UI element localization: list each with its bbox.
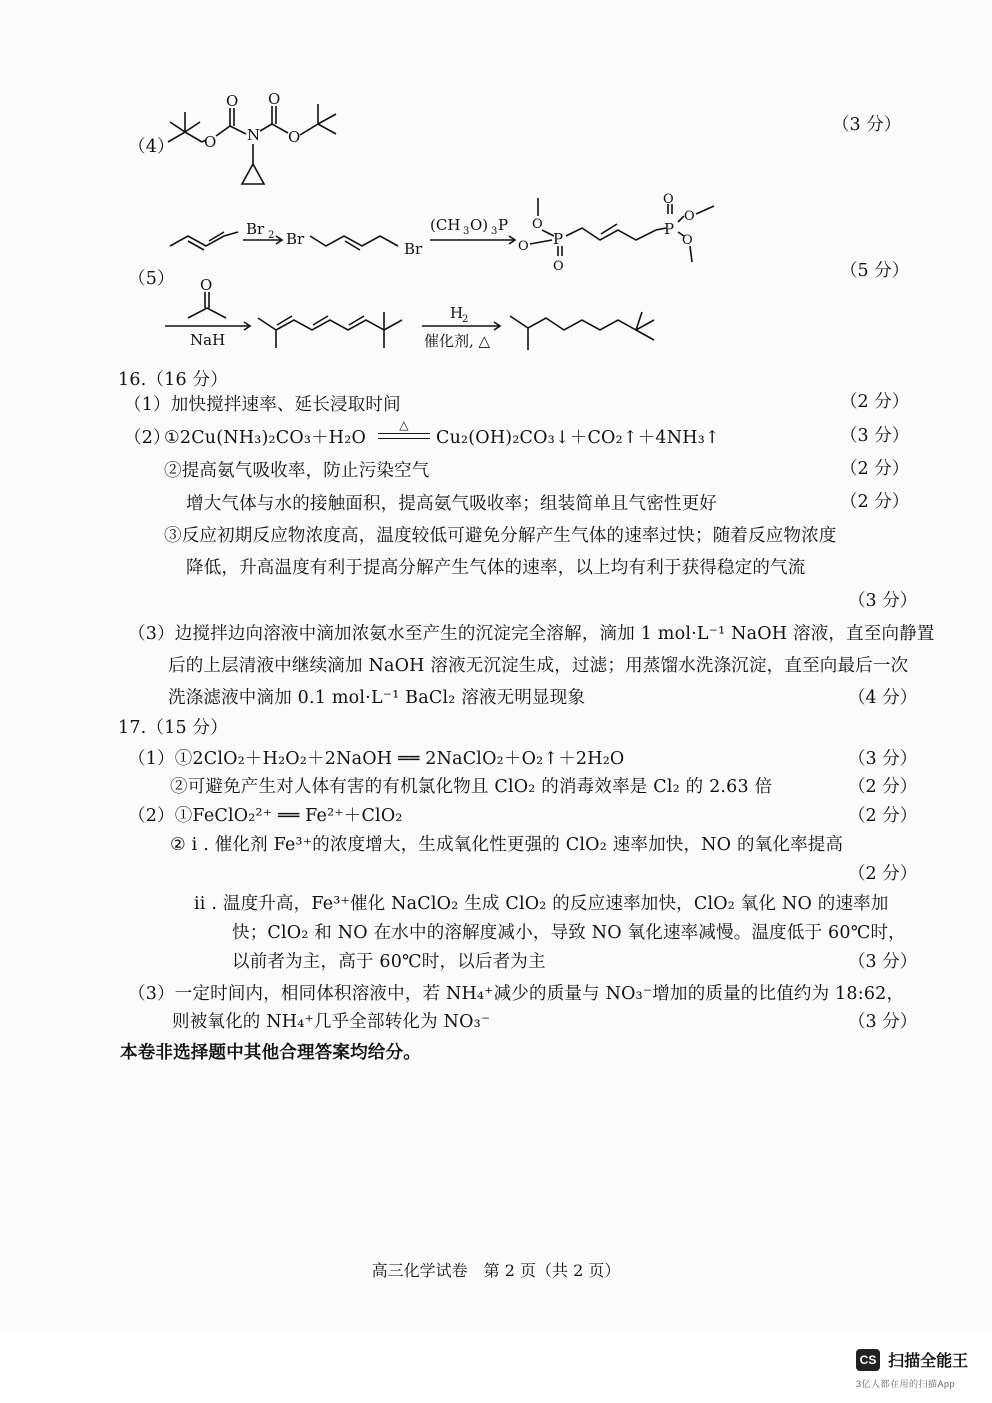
bromine-right: Br	[404, 240, 423, 258]
reaction-schemes	[0, 0, 992, 380]
phosphorus-right: P	[664, 220, 675, 238]
q16-2-ii-b-points: （2 分）	[840, 492, 910, 512]
svg-text:O: O	[518, 239, 529, 254]
q16-3-answer-line3: 洗涤滤液中滴加 0.1 mol·L⁻¹ BaCl₂ 溶液无明显现象	[168, 688, 586, 708]
q16-2-equation-products: Cu₂(OH)₂CO₃↓＋CO₂↑＋4NH₃↑	[436, 428, 720, 448]
q16-2-iii-answer-line1: ③反应初期反应物浓度高，温度较低可避免分解产生气体的速率过快；随着反应物浓度	[164, 526, 837, 546]
q17-3-answer-line2: 则被氧化的 NH₄⁺几乎全部转化为 NO₃⁻	[172, 1012, 491, 1032]
q16-2-ii-answer: ②提高氨气吸收率，防止污染空气	[164, 461, 430, 481]
q17-2-ii-i-answer: ② i . 催化剂 Fe³⁺的浓度增大，生成氧化性更强的 ClO₂ 速率加快，NO 的氧化率提高	[170, 835, 844, 855]
q17-2-ii-ii-line2: 快；ClO₂ 和 NO 在水中的溶解度减小，导致 NO 氧化速率减慢。温度低于 60℃时，	[232, 923, 906, 943]
reagent-trimethylphosphite: (CH	[430, 216, 461, 234]
q15-part4-label: （4）	[128, 137, 175, 157]
scheme-row-1	[170, 192, 714, 274]
equation-line-bottom	[378, 438, 430, 439]
reagent-catalyst: 催化剂, △	[424, 332, 491, 350]
q16-header: 16.（16 分）	[118, 370, 228, 390]
q17-2-answer: （2）①FeClO₂²⁺ ══ Fe²⁺＋ClO₂	[128, 806, 403, 826]
q17-2-ii-ii-line3: 以前者为主，高于 60℃时，以后者为主	[232, 952, 546, 972]
q17-2-ii-ii-points: （3 分）	[848, 952, 918, 972]
q16-2-label: （2）	[124, 428, 171, 448]
ester-oxygen-left: O	[204, 133, 217, 151]
q17-1-ii-answer: ②可避免产生对人体有害的有机氯化物且 ClO₂ 的消毒效率是 Cl₂ 的 2.63 倍	[170, 777, 773, 797]
svg-text:O: O	[684, 209, 695, 224]
ester-oxygen-right: O	[288, 128, 301, 146]
q15-part5-points: （5 分）	[840, 261, 910, 281]
q16-2-ii-points: （2 分）	[840, 459, 910, 479]
molecule-part4	[168, 90, 336, 184]
svg-text:O: O	[532, 217, 543, 232]
scanner-app-tagline: 3亿人都在用的扫描App	[856, 1379, 956, 1389]
equation-line-top	[378, 433, 430, 434]
q16-3-answer-line2: 后的上层清液中继续滴加 NaOH 溶液无沉淀生成，过滤；用蒸馏水洗涤沉淀，直至向最后一次	[168, 656, 909, 676]
q17-3-answer-line1: （3）一定时间内，相同体积溶液中，若 NH₄⁺减少的质量与 NO₃⁻增加的质量的比值约为 18:62，	[128, 984, 905, 1004]
q16-1-points: （2 分）	[840, 392, 910, 412]
svg-text:2: 2	[268, 230, 275, 241]
scanner-app-name: 扫描全能王	[888, 1353, 969, 1370]
q15-part4-points: （3 分）	[832, 115, 902, 135]
phosphorus-left: P	[553, 230, 564, 248]
reagent-nah: NaH	[190, 331, 226, 349]
q16-2-iii-points: （3 分）	[848, 591, 918, 611]
q16-2-points: （3 分）	[840, 426, 910, 446]
svg-text:O: O	[200, 276, 213, 294]
q15-part5-label: （5）	[128, 269, 175, 289]
nitrogen-atom: N	[247, 126, 261, 144]
carbonyl-oxygen-left: O	[226, 92, 239, 110]
q17-1-points: （3 分）	[848, 749, 918, 769]
page-footer: 高三化学试卷 第 2 页（共 2 页）	[371, 1261, 621, 1280]
reagent-h2: H	[450, 304, 464, 322]
svg-text:2: 2	[462, 314, 469, 325]
svg-text:O: O	[553, 259, 564, 274]
q16-3-answer-line1: （3）边搅拌边向溶液中滴加浓氨水至产生的沉淀完全溶解，滴加 1 mol·L⁻¹ NaOH 溶液，直至向静置	[128, 624, 935, 644]
svg-text:P: P	[498, 216, 509, 234]
q17-3-points: （3 分）	[848, 1012, 918, 1032]
scheme-row-2	[165, 276, 654, 350]
q17-2-points: （2 分）	[848, 806, 918, 826]
svg-text:3: 3	[463, 226, 470, 237]
svg-text:O: O	[663, 192, 674, 207]
q16-2-iii-answer-line2: 降低，升高温度有利于提高分解产生气体的速率，以上均有利于获得稳定的气流	[186, 558, 806, 578]
svg-text:O): O)	[470, 216, 489, 234]
q17-1-ii-points: （2 分）	[848, 777, 918, 797]
svg-text:3: 3	[491, 226, 498, 237]
reaction-condition: △	[399, 418, 409, 432]
bromine-left: Br	[286, 230, 305, 248]
q17-2-ii-ii-line1: ii . 温度升高，Fe³⁺催化 NaClO₂ 生成 ClO₂ 的反应速率加快，ClO₂ 氧化 NO 的速率加	[194, 894, 889, 914]
reagent-br2: Br	[246, 220, 265, 238]
grading-note: 本卷非选择题中其他合理答案均给分。	[120, 1043, 421, 1063]
q16-2-equation-reactants: ①2Cu(NH₃)₂CO₃＋H₂O	[164, 428, 367, 448]
q17-2-ii-i-points: （2 分）	[848, 864, 918, 884]
q17-header: 17.（15 分）	[118, 718, 228, 738]
svg-text:O: O	[682, 233, 693, 248]
q16-2-ii-answer-b: 增大气体与水的接触面积，提高氨气吸收率；组装简单且气密性更好	[186, 494, 717, 514]
q16-3-points: （4 分）	[848, 688, 918, 708]
carbonyl-oxygen-right: O	[268, 90, 281, 108]
scanner-app-icon: CS	[856, 1349, 880, 1371]
q17-1-answer: （1）①2ClO₂＋H₂O₂＋2NaOH ══ 2NaClO₂＋O₂↑＋2H₂O	[128, 749, 625, 769]
q16-1-answer: （1）加快搅拌速率、延长浸取时间	[124, 395, 401, 415]
scanner-watermark	[856, 1348, 968, 1390]
